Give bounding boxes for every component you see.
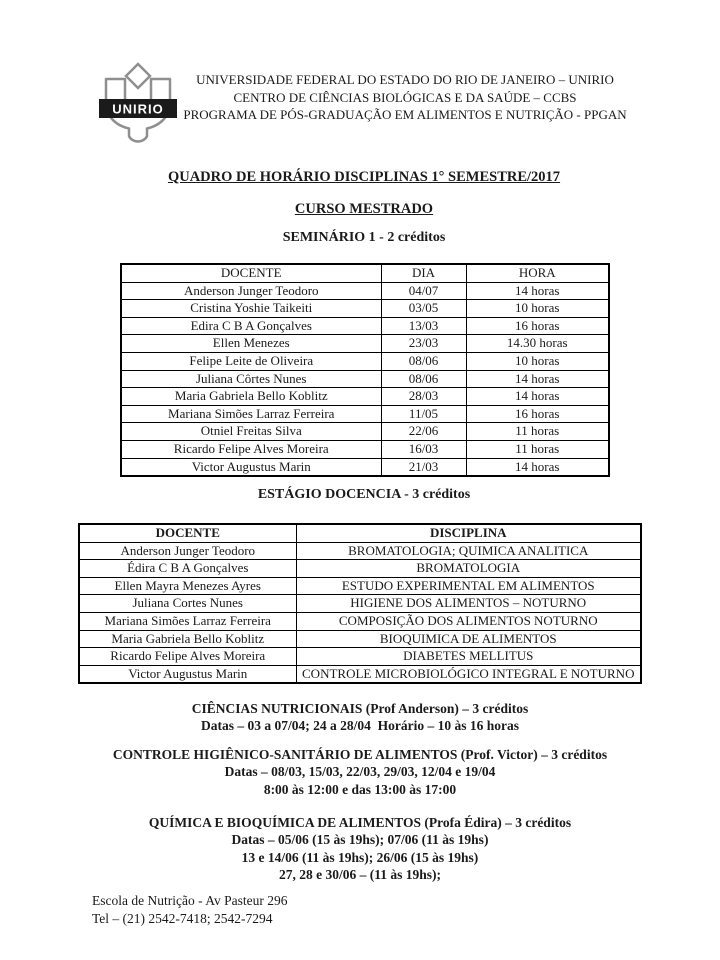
page-title: QUADRO DE HORÁRIO DISCIPLINAS 1° SEMESTRE/2017 <box>167 169 561 185</box>
disciplina-cell: HIGIENE DOS ALIMENTOS – NOTURNO <box>296 595 641 613</box>
dia-cell: 03/05 <box>381 300 466 318</box>
table-row <box>79 560 641 578</box>
university-name: UNIVERSIDADE FEDERAL DO ESTADO DO RIO DE JANEIRO – UNIRIO <box>196 72 614 87</box>
dia-cell: 16/03 <box>381 440 466 458</box>
table-row <box>121 405 609 423</box>
docente-cell: Victor Augustus Marin <box>79 665 296 683</box>
hora-cell: 14 horas <box>466 388 609 406</box>
dia-cell: 11/05 <box>381 405 466 423</box>
docente-cell: Cristina Yoshie Taikeiti <box>121 300 381 318</box>
table-row <box>121 282 609 300</box>
docente-cell: Otniel Freitas Silva <box>121 423 381 441</box>
course-block-title: QUÍMICA E BIOQUÍMICA DE ALIMENTOS (Profa Édira) – 3 créditos <box>148 815 572 830</box>
disciplina-header: DISCIPLINA <box>296 524 641 542</box>
docente-cell: Victor Augustus Marin <box>121 458 381 476</box>
center-name: CENTRO DE CIÊNCIAS BIOLÓGICAS E DA SAÚDE – CCBS <box>233 89 577 105</box>
disciplina-cell: BROMATOLOGIA; QUIMICA ANALITICA <box>296 542 641 560</box>
disciplina-cell: CONTROLE MICROBIOLÓGICO INTEGRAL E NOTURNO <box>296 665 641 683</box>
docente-header: DOCENTE <box>79 524 296 542</box>
dia-header: DIA <box>381 264 466 282</box>
seminar-schedule-table <box>120 263 610 477</box>
controle-higienico-block <box>0 746 720 798</box>
table-row <box>79 612 641 630</box>
dia-cell: 08/06 <box>381 370 466 388</box>
document-footer <box>92 892 287 927</box>
phone-numbers: Tel – (21) 2542-7418; 2542-7294 <box>92 910 273 926</box>
course-block-title: CIÊNCIAS NUTRICIONAIS (Prof Anderson) – 3 créditos <box>191 701 529 716</box>
ciencias-nutricionais-block <box>0 700 720 735</box>
disciplina-cell: DIABETES MELLITUS <box>296 648 641 666</box>
hora-cell: 14 horas <box>466 458 609 476</box>
logo-text: UNIRIO <box>112 101 164 117</box>
table-row <box>121 317 609 335</box>
hora-cell: 14 horas <box>466 370 609 388</box>
hora-cell: 14 horas <box>466 282 609 300</box>
table-row <box>121 423 609 441</box>
dia-cell: 08/06 <box>381 352 466 370</box>
table-row <box>121 335 609 353</box>
table-row <box>121 300 609 318</box>
dia-cell: 23/03 <box>381 335 466 353</box>
dia-cell: 13/03 <box>381 317 466 335</box>
table-row <box>121 440 609 458</box>
docente-cell: Mariana Simões Larraz Ferreira <box>121 405 381 423</box>
disciplina-cell: ESTUDO EXPERIMENTAL EM ALIMENTOS <box>296 577 641 595</box>
estagio-section-title: ESTÁGIO DOCENCIA - 3 créditos <box>257 487 471 502</box>
course-block-dates: 13 e 14/06 (11 às 19hs); 26/06 (15 às 19hs) <box>241 849 479 865</box>
logo-diamond-shape <box>126 64 150 88</box>
seminar-section-title: SEMINÁRIO 1 - 2 créditos <box>282 230 446 245</box>
docente-cell: Ricardo Felipe Alves Moreira <box>121 440 381 458</box>
table-row <box>121 388 609 406</box>
table-row <box>79 542 641 560</box>
table-header-row <box>121 264 609 282</box>
school-address: Escola de Nutrição - Av Pasteur 296 <box>92 893 288 908</box>
table-row <box>79 577 641 595</box>
docente-cell: Felipe Leite de Oliveira <box>121 352 381 370</box>
table-header-row <box>79 524 641 542</box>
hora-cell: 14.30 horas <box>466 335 609 353</box>
hora-cell: 16 horas <box>466 405 609 423</box>
hora-cell: 11 horas <box>466 423 609 441</box>
table-row <box>79 630 641 648</box>
disciplina-cell: BROMATOLOGIA <box>296 560 641 578</box>
docente-cell: Anderson Junger Teodoro <box>121 282 381 300</box>
docente-cell: Maria Gabriela Bello Koblitz <box>79 630 296 648</box>
docente-cell: Juliana Côrtes Nunes <box>121 370 381 388</box>
institution-header <box>160 71 650 124</box>
table-row <box>79 665 641 683</box>
hora-header: HORA <box>466 264 609 282</box>
disciplina-cell: BIOQUIMICA DE ALIMENTOS <box>296 630 641 648</box>
course-block-dates: 27, 28 e 30/06 – (11 às 19hs); <box>279 867 441 883</box>
docente-cell: Anderson Junger Teodoro <box>79 542 296 560</box>
course-title: CURSO MESTRADO <box>294 201 434 217</box>
docente-cell: Juliana Cortes Nunes <box>79 595 296 613</box>
quimica-bioquimica-block <box>0 814 720 884</box>
dia-cell: 04/07 <box>381 282 466 300</box>
course-block-dates: Datas – 03 a 07/04; 24 a 28/04 Horário – 10 às 16 horas <box>201 718 519 734</box>
hora-cell: 16 horas <box>466 317 609 335</box>
table-row <box>121 458 609 476</box>
docente-cell: Édira C B A Gonçalves <box>79 560 296 578</box>
hora-cell: 10 horas <box>466 352 609 370</box>
dia-cell: 21/03 <box>381 458 466 476</box>
hora-cell: 11 horas <box>466 440 609 458</box>
course-block-title: CONTROLE HIGIÊNICO-SANITÁRIO DE ALIMENTOS (Prof. Victor) – 3 créditos <box>112 747 608 762</box>
dia-cell: 28/03 <box>381 388 466 406</box>
disciplina-cell: COMPOSIÇÃO DOS ALIMENTOS NOTURNO <box>296 612 641 630</box>
estagio-docencia-table <box>78 523 642 684</box>
docente-cell: Ricardo Felipe Alves Moreira <box>79 648 296 666</box>
table-row <box>79 648 641 666</box>
table-row <box>121 370 609 388</box>
course-block-dates: Datas – 08/03, 15/03, 22/03, 29/03, 12/04 e 19/04 <box>224 764 496 780</box>
hora-cell: 10 horas <box>466 300 609 318</box>
docente-cell: Edira C B A Gonçalves <box>121 317 381 335</box>
dia-cell: 22/06 <box>381 423 466 441</box>
docente-cell: Ellen Mayra Menezes Ayres <box>79 577 296 595</box>
docente-cell: Ellen Menezes <box>121 335 381 353</box>
docente-cell: Mariana Simões Larraz Ferreira <box>79 612 296 630</box>
table-row <box>121 352 609 370</box>
table-row <box>79 595 641 613</box>
program-name: PROGRAMA DE PÓS-GRADUAÇÃO EM ALIMENTOS E NUTRIÇÃO - PPGAN <box>183 107 627 122</box>
course-block-hours: 8:00 às 12:00 e das 13:00 às 17:00 <box>263 781 457 797</box>
docente-cell: Maria Gabriela Bello Koblitz <box>121 388 381 406</box>
course-block-dates: Datas – 05/06 (15 às 19hs); 07/06 (11 às 19hs) <box>231 832 489 848</box>
docente-header: DOCENTE <box>121 264 381 282</box>
